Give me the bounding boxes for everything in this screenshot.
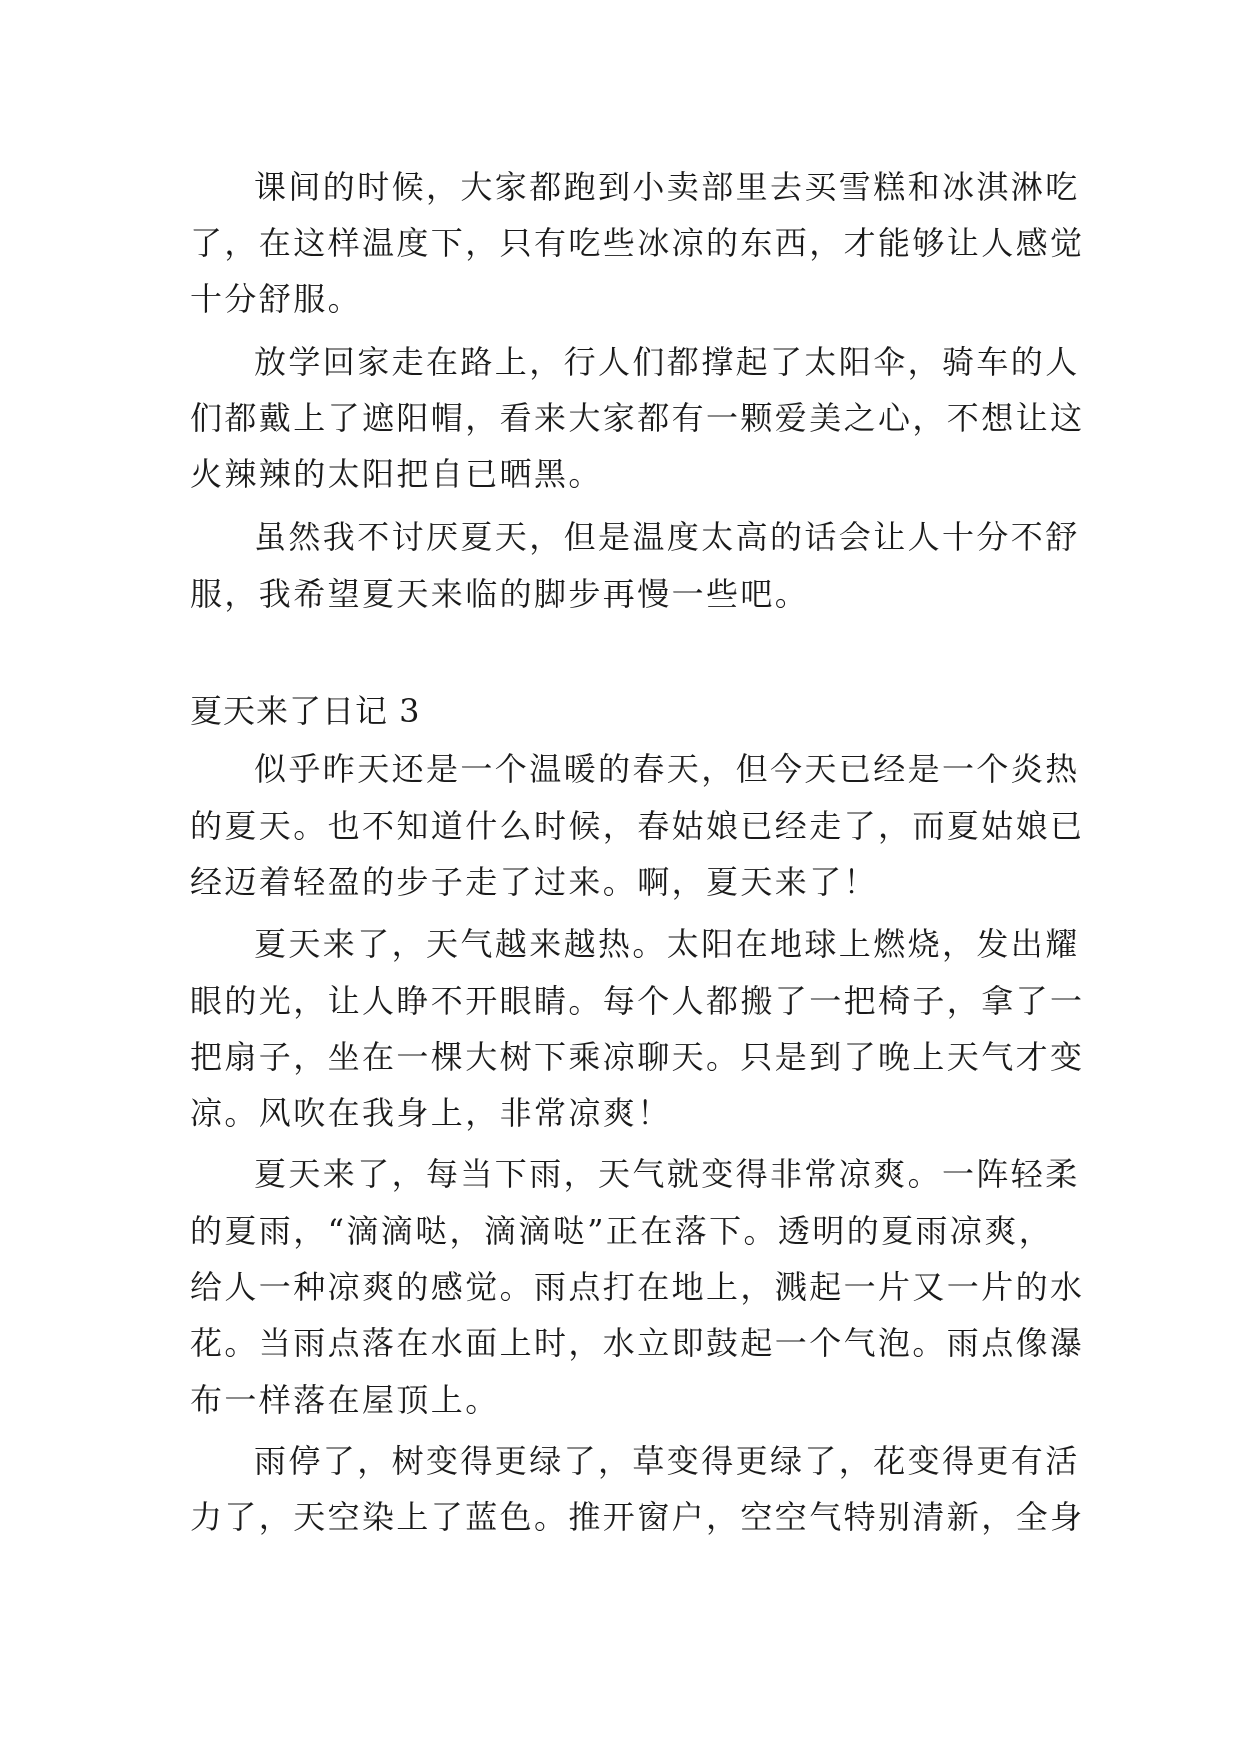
paragraph-line: 把扇子，坐在一棵大树下乘凉聊天。只是到了晚上天气才变 xyxy=(190,1038,1085,1076)
paragraph-line: 十分舒服。 xyxy=(190,280,363,318)
paragraph-line: 虽然我不讨厌夏天，但是温度太高的话会让人十分不舒 xyxy=(254,518,1080,556)
paragraph-line: 眼的光，让人睁不开眼睛。每个人都搬了一把椅子，拿了一 xyxy=(190,982,1085,1020)
paragraph-line: 夏天来了，天气越来越热。太阳在地球上燃烧，发出耀 xyxy=(254,925,1080,963)
paragraph-line: 夏天来了，每当下雨，天气就变得非常凉爽。一阵轻柔 xyxy=(254,1155,1080,1193)
paragraph-line: 们都戴上了遮阳帽，看来大家都有一颗爱美之心，不想让这 xyxy=(190,399,1085,437)
paragraph-line: 给人一种凉爽的感觉。雨点打在地上，溅起一片又一片的水 xyxy=(190,1268,1085,1306)
paragraph-line: 经迈着轻盈的步子走了过来。啊，夏天来了！ xyxy=(190,863,879,901)
paragraph-line: 课间的时候，大家都跑到小卖部里去买雪糕和冰淇淋吃 xyxy=(254,168,1080,206)
paragraph-line: 放学回家走在路上，行人们都撑起了太阳伞，骑车的人 xyxy=(254,343,1080,381)
paragraph-line: 力了，天空染上了蓝色。推开窗户，空空气特别清新，全身 xyxy=(190,1498,1085,1536)
paragraph-line: 的夏雨，“滴滴哒，滴滴哒”正在落下。透明的夏雨凉爽， xyxy=(190,1212,1054,1250)
paragraph-line: 服，我希望夏天来临的脚步再慢一些吧。 xyxy=(190,575,810,613)
paragraph-line: 了，在这样温度下，只有吃些冰凉的东西，才能够让人感觉 xyxy=(190,224,1085,262)
paragraph-line: 似乎昨天还是一个温暖的春天，但今天已经是一个炎热 xyxy=(254,750,1080,788)
paragraph-line: 布一样落在屋顶上。 xyxy=(190,1381,500,1419)
paragraph-line: 火辣辣的太阳把自已晒黑。 xyxy=(190,455,603,493)
section-title: 夏天来了日记 3 xyxy=(190,692,421,730)
paragraph-line: 的夏天。也不知道什么时候，春姑娘已经走了，而夏姑娘已 xyxy=(190,807,1085,845)
paragraph-line: 花。当雨点落在水面上时，水立即鼓起一个气泡。雨点像瀑 xyxy=(190,1324,1085,1362)
paragraph-line: 雨停了，树变得更绿了，草变得更绿了，花变得更有活 xyxy=(254,1442,1080,1480)
paragraph-line: 凉。风吹在我身上，非常凉爽！ xyxy=(190,1094,672,1132)
